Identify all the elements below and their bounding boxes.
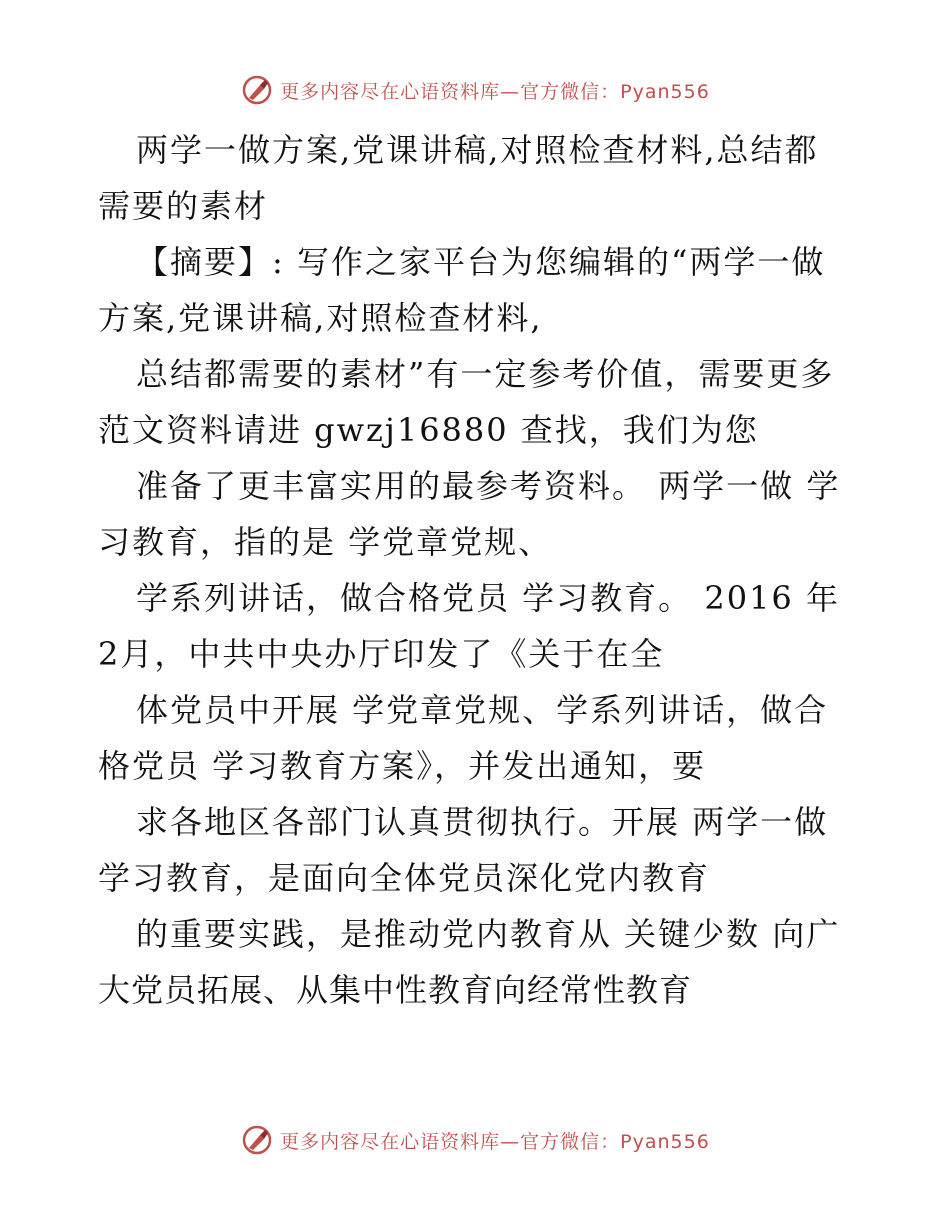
paragraph-line: 习教育，指的是 学党章党规、 xyxy=(98,523,553,561)
pen-nib-logo-icon xyxy=(240,73,274,107)
paragraph-line: 方案,党课讲稿,对照检查材料, xyxy=(98,299,543,337)
paragraph-line: 学习教育，是面向全体党员深化党内教育 xyxy=(98,859,711,897)
paragraph-line: 2月，中共中央办厅印发了《关于在全 xyxy=(98,635,665,673)
paragraph-line: 大党员拓展、从集中性教育向经常性教育 xyxy=(98,971,693,1009)
paragraph-line: 【摘要】: 写作之家平台为您编辑的“两学一做 xyxy=(136,243,826,281)
title-line-1: 两学一做方案,党课讲稿,对照检查材料,总结都 xyxy=(136,131,819,169)
pen-nib-logo-icon xyxy=(240,1123,274,1157)
paragraph-line: 的重要实践，是推动党内教育从 关键少数 向广 xyxy=(136,915,841,953)
document-body xyxy=(98,122,858,1018)
paragraph-line: 准备了更丰富实用的最参考资料。 两学一做 学 xyxy=(136,467,841,505)
title-line-2: 需要的素材 xyxy=(98,187,269,225)
paragraph-line: 学系列讲话，做合格党员 学习教育。 2016 年 xyxy=(136,579,840,617)
header-watermark xyxy=(0,70,950,110)
watermark-text: 更多内容尽在心语资料库—官方微信：Pyan556 xyxy=(280,1130,710,1153)
paragraph-line: 格党员 学习教育方案》，并发出通知，要 xyxy=(98,747,707,785)
paragraph-line: 范文资料请进 gwzj16880 查找，我们为您 xyxy=(98,411,759,449)
footer-watermark xyxy=(0,1120,950,1160)
paragraph-line: 总结都需要的素材”有一定参考价值，需要更多 xyxy=(136,355,835,393)
watermark-text: 更多内容尽在心语资料库—官方微信：Pyan556 xyxy=(280,80,710,103)
paragraph-line: 求各地区各部门认真贯彻执行。开展 两学一做 xyxy=(136,803,829,841)
paragraph-line: 体党员中开展 学党章党规、学系列讲话，做合 xyxy=(136,691,829,729)
